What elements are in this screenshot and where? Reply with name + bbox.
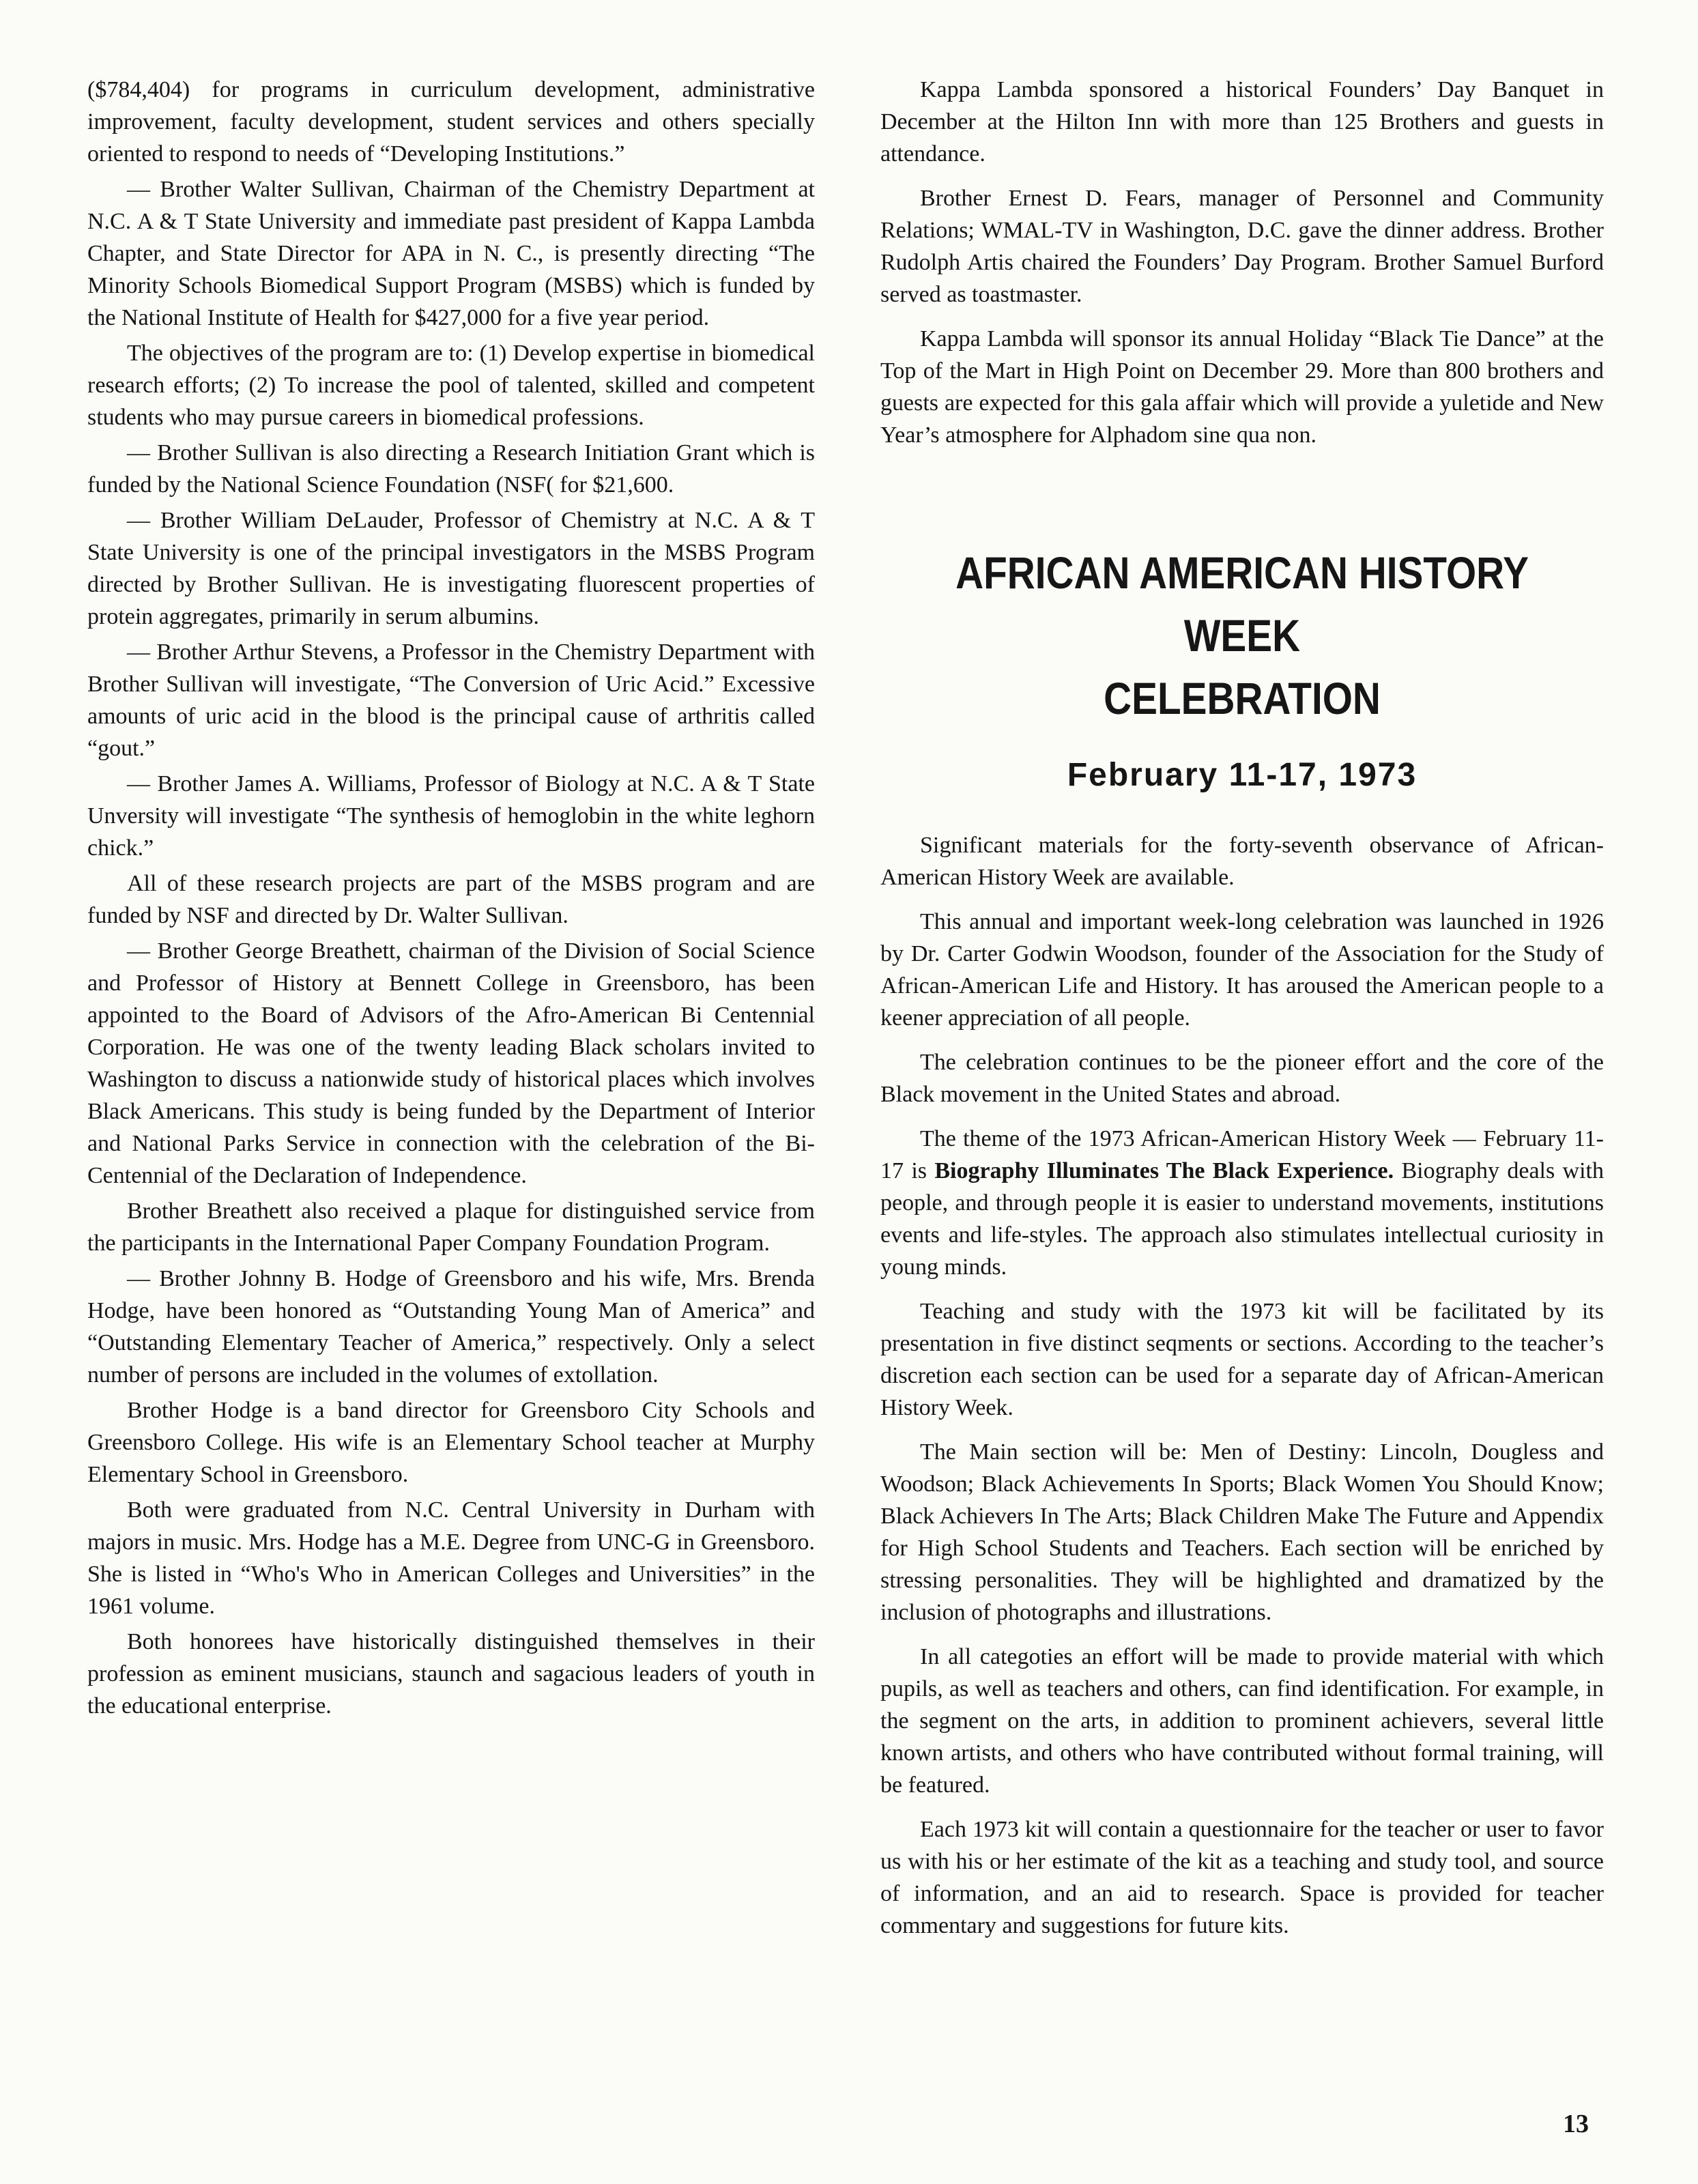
paragraph: — Brother George Breathett, chairman of the Division of Social Science and Professor of History at Bennett College in Greensboro, has been appointed to the Board of Advisors of the Afro-American Bi Centennial Corporation. He was one of the twenty leading Black scholars invited to Washington to discuss a nationwide study of historical places which involves Black Americans. This study is being funded by the Department of Interior and National Parks Service in connection with the celebration of the Bi-Centennial of the Declaration of Independence. — [87, 938, 815, 1188]
heading-line: AFRICAN AMERICAN HISTORY WEEK — [955, 547, 1529, 661]
paragraph: — Brother Walter Sullivan, Chairman of the Chemistry Department at N.C. A & T State University and immediate past president of Kappa Lambda Chapter, and State Director for APA in N. C., is presently directing “The Minority Schools Biomedical Support Program (MSBS) which is funded by the National Institute of Health for $427,000 for a five year period. — [87, 177, 815, 330]
paragraph: Brother Breathett also received a plaque for distinguished service from the participants in the International Paper Company Foundation Program. — [87, 1198, 815, 1256]
paragraph: Brother Ernest D. Fears, manager of Personnel and Community Relations; WMAL-TV in Washington, D.C. gave the dinner address. Brother Rudolph Artis chaired the Founders’ Day Program. Brother Samuel Burford served as toastmaster. — [880, 186, 1604, 307]
paragraph: This annual and important week-long celebration was launched in 1926 by Dr. Carter Godwin Woodson, founder of the Association for the Study of African-American Life and History. It has aroused the American people to a keener appreciation of all people. — [880, 909, 1604, 1031]
paragraph: Kappa Lambda sponsored a historical Founders’ Day Banquet in December at the Hilton Inn with more than 125 Brothers and guests in attendance. — [880, 77, 1604, 167]
page-number: 13 — [1563, 2110, 1589, 2138]
paragraph: — Brother James A. Williams, Professor of Biology at N.C. A & T State Unversity will investigate “The synthesis of hemoglobin in the white leghorn chick.” — [87, 771, 815, 861]
right-column — [880, 74, 1604, 1942]
paragraph: The objectives of the program are to: (1) Develop expertise in biomedical research efforts; (2) To increase the pool of talented, skilled and competent students who may pursue careers in biomedical professions. — [87, 341, 815, 430]
paragraph: All of these research projects are part of the MSBS program and are funded by NSF and directed by Dr. Walter Sullivan. — [87, 871, 815, 928]
paragraph: In all categoties an effort will be made to provide material with which pupils, as well as teachers and others, can find identification. For example, in the segment on the arts, in addition to prominent achievers, several little known artists, and others who have contributed without formal training, will be featured. — [880, 1644, 1604, 1798]
text-run: Biography deals with people, and through people it is easier to understand movements, institutions events and life-styles. The approach also stimulates intellectual curiosity in young minds. — [880, 1158, 1604, 1280]
paragraph: Teaching and study with the 1973 kit will be facilitated by its presentation in five distinct seqments or sections. According to the teacher’s discretion each section can be used for a separate day of African-American History Week. — [880, 1299, 1604, 1420]
article-heading — [931, 541, 1553, 730]
paragraph — [880, 1123, 1604, 1283]
paragraph: Kappa Lambda will sponsor its annual Holiday “Black Tie Dance” at the Top of the Mart in High Point on December 29. More than 800 brothers and guests are expected for this gala affair which will provide a yuletide and New Year’s atmosphere for Alphadom sine qua non. — [880, 326, 1604, 448]
paragraph: Both were graduated from N.C. Central University in Durham with majors in music. Mrs. Hodge has a M.E. Degree from UNC-G in Greensboro. She is listed in “Who's Who in American Colleges and Universities” in the 1961 volume. — [87, 1497, 815, 1619]
paragraph: — Brother Arthur Stevens, a Professor in the Chemistry Department with Brother Sullivan will investigate, “The Conversion of Uric Acid.” Excessive amounts of uric acid in the blood is the principal cause of arthritis called “gout.” — [87, 640, 815, 761]
heading-line: CELEBRATION — [1104, 673, 1381, 723]
paragraph: Significant materials for the forty-seventh observance of African-American History Week are available. — [880, 833, 1604, 890]
paragraph: — Brother Johnny B. Hodge of Greensboro and his wife, Mrs. Brenda Hodge, have been honored as “Outstanding Young Man of America” and “Outstanding Elementary Teacher of America,” respectively. Only a select number of persons are included in the volumes of extollation. — [87, 1266, 815, 1388]
left-column — [87, 74, 815, 1722]
paragraph: ($784,404) for programs in curriculum development, administrative improvement, faculty development, student services and others specially oriented to respond to needs of “Developing Institutions.” — [87, 77, 815, 167]
paragraph: — Brother Sullivan is also directing a Research Initiation Grant which is funded by the National Science Foundation (NSF( for $21,600. — [87, 440, 815, 498]
text-run: The theme of the 1973 African-American History Week — February 11-17 is — [880, 1126, 1604, 1183]
paragraph: The Main section will be: Men of Destiny: Lincoln, Dougless and Woodson; Black Achievements In Sports; Black Women You Should Know; Black Achievers In The Arts; Black Children Make The Future and Appendix for High School Students and Teachers. Each section will be enriched by stressing personalities. They will be highlighted and dramatized by the inclusion of photographs and illustrations. — [880, 1439, 1604, 1625]
paragraph: Both honorees have historically distinguished themselves in their profession as eminent musicians, staunch and sagacious leaders of youth in the educational enterprise. — [87, 1629, 815, 1719]
theme-title: Biography Illuminates The Black Experience. — [934, 1158, 1394, 1183]
paragraph: — Brother William DeLauder, Professor of Chemistry at N.C. A & T State University is one of the principal investigators in the MSBS Program directed by Brother Sullivan. He is investigating fluorescent properties of protein aggregates, primarily in serum albumins. — [87, 508, 815, 629]
article-date: February 11-17, 1973 — [1067, 757, 1418, 793]
paragraph: The celebration continues to be the pioneer effort and the core of the Black movement in the United States and abroad. — [880, 1050, 1604, 1107]
paragraph: Each 1973 kit will contain a questionnaire for the teacher or user to favor us with his or her estimate of the kit as a teaching and study tool, and source of information, and an aid to research. Space is provided for teacher commentary and suggestions for future kits. — [880, 1817, 1604, 1938]
paragraph: Brother Hodge is a band director for Greensboro City Schools and Greensboro College. His wife is an Elementary School teacher at Murphy Elementary School in Greensboro. — [87, 1398, 815, 1487]
